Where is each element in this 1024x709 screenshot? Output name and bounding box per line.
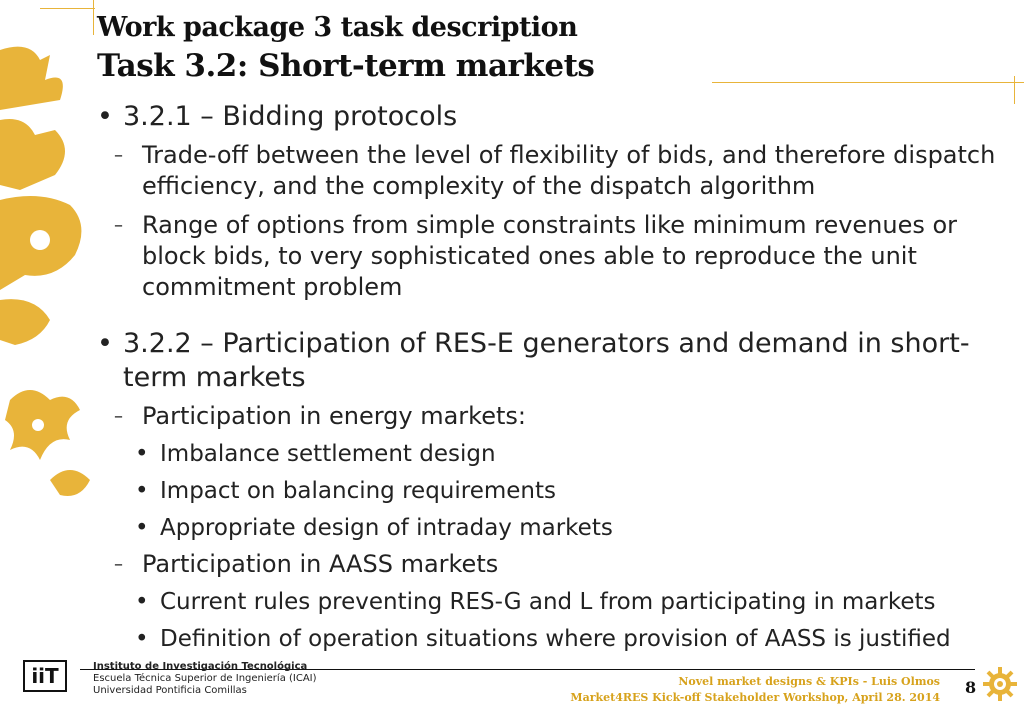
bullet-label: 3.2.2 – Participation of RES-E generators and demand in short-term markets (123, 328, 970, 393)
list-item-text: Current rules preventing RES-G and L from participating in markets (160, 589, 936, 615)
school-name: Escuela Técnica Superior de Ingeniería (ICAI) (93, 673, 317, 684)
sub-bullet-tradeoff (97, 140, 997, 202)
bullet-dot-icon: • (135, 441, 149, 467)
sub-bullet-aass-markets (97, 549, 997, 580)
gear-logo-icon (982, 666, 1018, 702)
list-item-text: Appropriate design of intraday markets (160, 515, 613, 541)
dash-icon: – (114, 406, 123, 427)
sub-bullet-energy-markets (97, 401, 997, 432)
dash-icon: – (114, 145, 123, 166)
footer-line-2: Market4RES Kick-off Stakeholder Workshop, April 28. 2014 (570, 691, 940, 704)
frame-line-right-vert (1014, 76, 1015, 104)
frame-line-left (93, 0, 94, 35)
frame-line-top (40, 8, 95, 9)
slide-title: Task 3.2: Short-term markets (97, 48, 595, 84)
iit-logo: iiT (23, 660, 67, 692)
bullet-3-2-1 (97, 100, 997, 134)
bullet-dot-icon: • (97, 101, 113, 132)
dash-icon: – (114, 554, 123, 575)
sub-bullet-text: Participation in energy markets: (142, 402, 526, 430)
list-item (97, 476, 997, 506)
slide-content (97, 100, 997, 654)
bullet-dot-icon: • (135, 626, 149, 652)
bullet-3-2-2 (97, 327, 997, 395)
bullet-label: 3.2.1 – Bidding protocols (123, 101, 458, 132)
page-number: 8 (965, 678, 977, 697)
sub-bullet-text: Participation in AASS markets (142, 550, 499, 578)
list-item (97, 624, 997, 654)
list-item (97, 587, 997, 617)
footer-line-1: Novel market designs & KPIs - Luis Olmos (678, 675, 940, 688)
bullet-dot-icon: • (135, 589, 149, 615)
crown-watermark-icon (0, 40, 92, 540)
sub-bullet-text: Trade-off between the level of flexibility of bids, and therefore dispatch efficiency, and the complexity of the dispatch algorithm (142, 141, 996, 200)
dash-icon: – (114, 215, 123, 236)
slide-subtitle: Work package 3 task description (97, 12, 578, 43)
list-item (97, 439, 997, 469)
list-item-text: Imbalance settlement design (160, 441, 496, 467)
bullet-dot-icon: • (135, 515, 149, 541)
bullet-dot-icon: • (135, 478, 149, 504)
institute-name: Instituto de Investigación Tecnológica (93, 661, 308, 672)
sub-bullet-text: Range of options from simple constraints like minimum revenues or block bids, to very sophisticated ones able to reproduce the unit commitment problem (142, 211, 958, 301)
frame-line-right (712, 82, 1024, 83)
list-item (97, 513, 997, 543)
university-name: Universidad Pontificia Comillas (93, 685, 247, 696)
list-item-text: Definition of operation situations where provision of AASS is justified (160, 626, 951, 652)
institute-info (93, 661, 317, 697)
bullet-dot-icon: • (97, 328, 113, 359)
sub-bullet-range (97, 210, 997, 303)
list-item-text: Impact on balancing requirements (160, 478, 556, 504)
footer-credits (570, 674, 940, 706)
